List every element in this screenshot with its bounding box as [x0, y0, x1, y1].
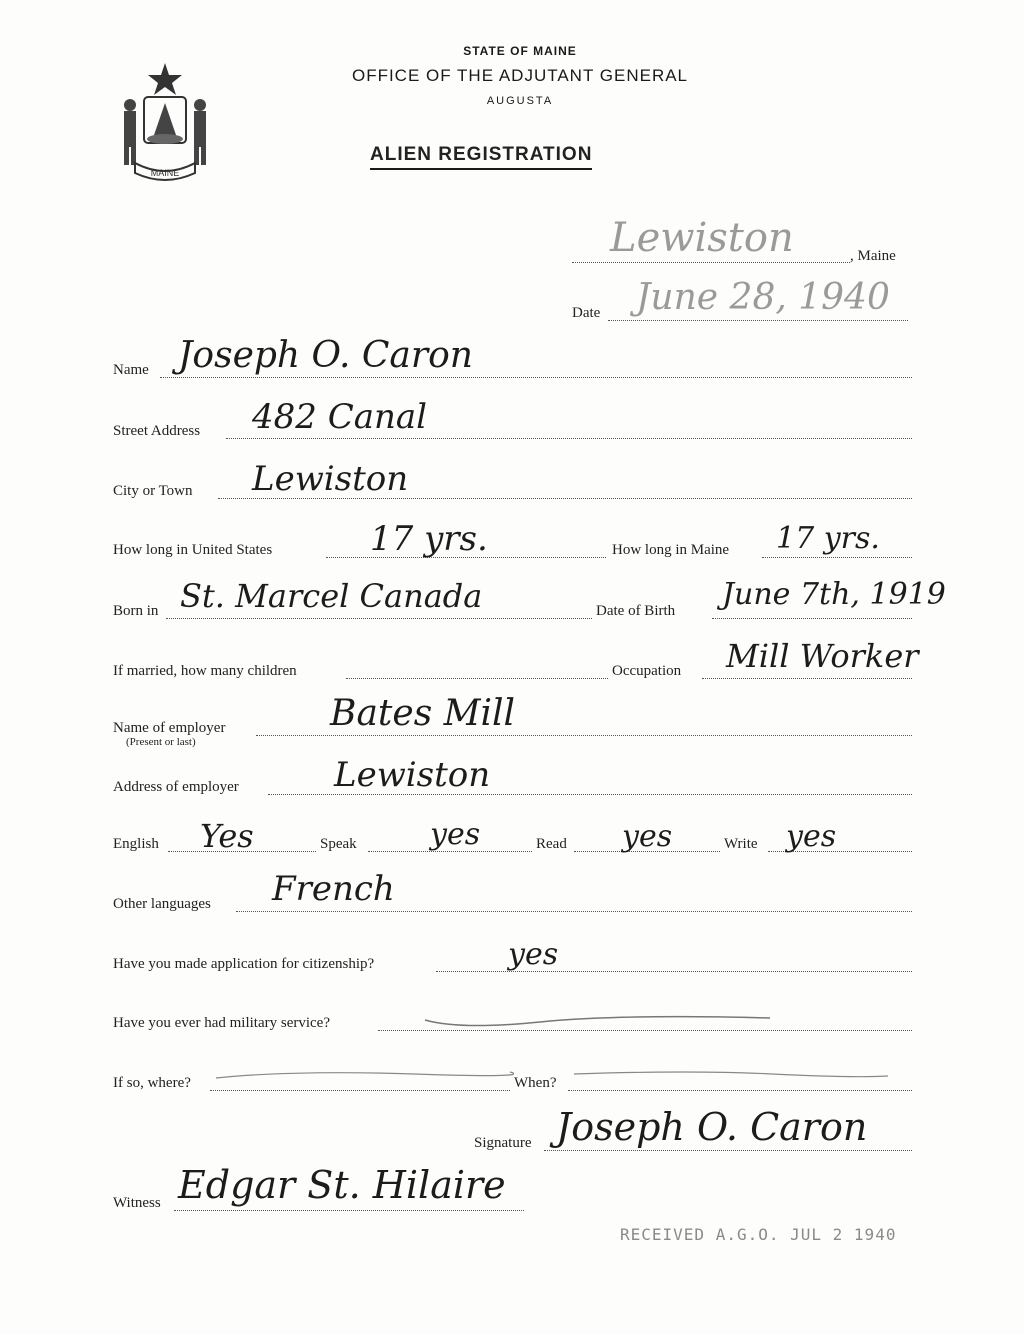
other-languages-value: French: [272, 869, 395, 909]
write-value: yes: [786, 819, 837, 854]
form-title: ALIEN REGISTRATION: [370, 144, 592, 170]
signature-label: Signature: [474, 1135, 532, 1151]
occupation-label: Occupation: [612, 663, 682, 679]
dob-value: June 7th, 1919: [722, 577, 946, 612]
employer-label: Name of employer: [113, 720, 226, 736]
maine-state-seal-icon: [110, 55, 220, 185]
name-label: Name: [113, 362, 149, 378]
when-label: When?: [514, 1075, 557, 1091]
how-long-us-value: 17 yrs.: [370, 519, 488, 559]
citizenship-value: yes: [508, 937, 559, 972]
employer-address-label: Address of employer: [113, 779, 239, 795]
employer-address-value: Lewiston: [334, 755, 491, 795]
svg-text:MAINE: MAINE: [150, 168, 180, 178]
where-dash-mark: [214, 1066, 514, 1086]
date-label: Date: [572, 305, 601, 321]
citizenship-label: Have you made application for citizenship?: [113, 956, 375, 972]
occupation-value: Mill Worker: [726, 637, 919, 675]
english-value: Yes: [200, 817, 254, 855]
received-stamp: RECEIVED A.G.O. JUL 2 1940: [620, 1225, 897, 1244]
employer-value: Bates Mill: [330, 693, 516, 734]
place-value: Lewiston: [610, 215, 794, 261]
state-heading: STATE OF MAINE: [463, 44, 577, 58]
how-long-maine-label: How long in Maine: [612, 542, 730, 558]
city-value: Lewiston: [252, 459, 409, 499]
read-value: yes: [622, 819, 673, 854]
when-dash-mark: [572, 1066, 892, 1086]
read-label: Read: [536, 836, 567, 852]
born-in-label: Born in: [113, 603, 159, 619]
employer-sublabel: (Present or last): [126, 736, 196, 748]
place-suffix: , Maine: [850, 248, 896, 264]
signature-value: Joseph O. Caron: [556, 1105, 868, 1149]
date-value: June 28, 1940: [636, 277, 890, 318]
name-value: Joseph O. Caron: [178, 335, 473, 376]
city-label: City or Town: [113, 483, 193, 499]
how-long-us-label: How long in United States: [113, 542, 273, 558]
how-long-maine-value: 17 yrs.: [776, 521, 880, 556]
military-label: Have you ever had military service?: [113, 1015, 330, 1031]
witness-label: Witness: [113, 1195, 161, 1211]
street-label: Street Address: [113, 423, 201, 439]
speak-value: yes: [430, 817, 481, 852]
where-label: If so, where?: [113, 1075, 191, 1091]
other-languages-label: Other languages: [113, 896, 211, 912]
city-heading: AUGUSTA: [486, 95, 554, 107]
witness-value: Edgar St. Hilaire: [178, 1163, 506, 1207]
english-label: English: [113, 836, 159, 852]
born-in-value: St. Marcel Canada: [180, 577, 483, 615]
children-label: If married, how many children: [113, 663, 297, 679]
office-heading: OFFICE OF THE ADJUTANT GENERAL: [351, 66, 689, 85]
dob-label: Date of Birth: [596, 603, 676, 619]
write-label: Write: [724, 836, 758, 852]
street-value: 482 Canal: [252, 397, 428, 437]
speak-label: Speak: [320, 836, 357, 852]
military-dash-mark: [420, 1008, 780, 1032]
